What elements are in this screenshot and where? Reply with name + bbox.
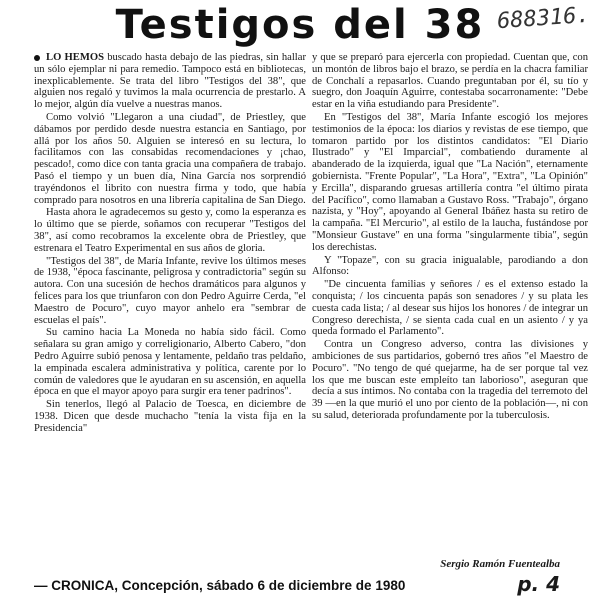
paragraph-left-4: Su camino hacia La Moneda no había sido fácil. Como señalara su gran amigo y correligionario, Alberto Cabero, "don Pedro Aguirre subió penosa y lentamente, peldaño tras peldaño, la empinada escalera administrativa y política, carente por lo común de valedores que le ayudaran en su ascensión, en aquella época en que el mayor apoyo para surgir era tener padrinos". xyxy=(34,327,306,398)
paragraph-right-1: En "Testigos del 38", María Infante escogió los mejores testimonios de la época: los diarios y revistas de ese tiempo, que tomaron partido por los distintos candidatos: "El Diario Ilustrado" y "El Imparcial", combatiendo duramente al abanderado de la izquierda, igual que "La Nación", eternamente gobiernista. "Frente Popular", "La Hora", "Extra", "La Opinión" y Ercilla", disparando gruesas artillería contra "el último pirata del Pacífico", como llamaban a Gustavo Ross. "Trabajo", órgano nazista, y "Hoy", apoyando al General Ibáñez hasta su retiro de la campaña. "El Mercurio", al estilo de la lauchа, fustándose por "Monsieur Gustave" en una forma "singularmente tibia", según los derechistas. xyxy=(312,111,588,253)
headline: Testigos del 38 xyxy=(115,2,485,48)
paragraph-left-5: Sin tenerlos, llegó al Palacio de Toesca, en diciembre de 1938. Dicen que desde muchacho "tenía la vista fija en la Presidencia" xyxy=(34,399,306,434)
lead-paragraph xyxy=(34,52,306,111)
paragraph-right-2: Y "Topaze", con su gracia inigualable, parodiando a don Alfonso: xyxy=(312,254,588,278)
page-mark: p. 4 xyxy=(517,572,560,596)
bullet-icon xyxy=(34,55,40,61)
column-right xyxy=(312,52,588,557)
paragraph-left-1: Como volvió "Llegaron a una ciudad", de Priestley, que dábamos por perdido desde nuestra estancia en Santiago, por allá por los años 50. Alguien se interesó en su lectura, lo facilitamos con las consabidas recomendaciones y ¡chao, pescado!, como dice con tanta gracia una compañera de trabajo. Pasó el tiempo y un buen día, Nina García nos sorprendió trayéndonos el librito con nuestra firma y todo, que había comprado para nosotros en una librería capitalina de San Diego. xyxy=(34,111,306,206)
paragraph-left-3: "Testigos del 38", de María Infante, revive los últimos meses de 1938, "época fascinante, peligrosa y contradictoria" según su autora. Con una sucesión de hechos dramáticos para algunos y felices para los que triunfaron con don Pedro Aguirre Cerda, "el Maestro de Pocuro", cuyo mayor anhelo era "sembrar de escuelas el país". xyxy=(34,255,306,326)
column-left xyxy=(34,52,306,576)
paragraph-right-4: Contra un Congreso adverso, contra las divisiones y ambiciones de sus partidarios, gobernó tres años "el Maestro de Pocuro". "No tengo de qué quejarme, ha de ser porque tal vez los que me buscan este empleíto tan laborioso", aseguran que decía a sus íntimos. No contaba con la tragedia del terremoto del 39 —en la que murió el uno por ciento de la población—, ni con su salud, deteriorada profundamente por la tuberculosis. xyxy=(312,339,588,421)
lead-words: LO HEMOS xyxy=(46,52,104,63)
paragraph-right-0: y que se preparó para ejercerla con propiedad. Cuentan que, con un montón de libros bajo el brazo, se perdía en la chacra familiar de Conchalí a repasarlos. Cuando preguntaban por él, su tío y suegro, don Joaquín Aguirre, contestaba socarronamente: "Debe estar en la viña estudiando para Presidente". xyxy=(312,52,588,111)
paragraph-left-2: Hasta ahora le agradecemos su gesto y, como la esperanza es lo último que se pierde, soñamos con recuperar "Testigos del 38", así como recobramos la excelente obra de Priestley, que estrenara el Teatro Experimental en sus años de gloria. xyxy=(34,207,306,254)
archive-number: 688316. xyxy=(496,2,591,35)
paragraph-right-3: "De cincuenta familias y señores / es el extenso estado la conquista; / los cincuenta papás son senadores / y su plata les cuesta cada lista; / al desear sus hijos los honores / de integrar un Congreso derechista, / se sienta cada cual en un asiento / y ya queda formado el Parlamento". xyxy=(312,279,588,338)
author-signature: Sergio Ramón Fuentealba xyxy=(440,558,560,570)
source-footer: — CRONICA, Concepción, sábado 6 de diciembre de 1980 xyxy=(34,578,406,593)
paragraph-left-0: buscado hasta debajo de las piedras, sin hallar un sólo ejemplar ni para remedio. Tampoco está en bibliotecas, inexplicablemente. Se trata del libro "Testigos del 38", que alguien nos regaló y tuvimos la mala ocurrencia de prestarlo. A lo mejor, algún día vuelve a nuestras manos. xyxy=(34,52,306,111)
